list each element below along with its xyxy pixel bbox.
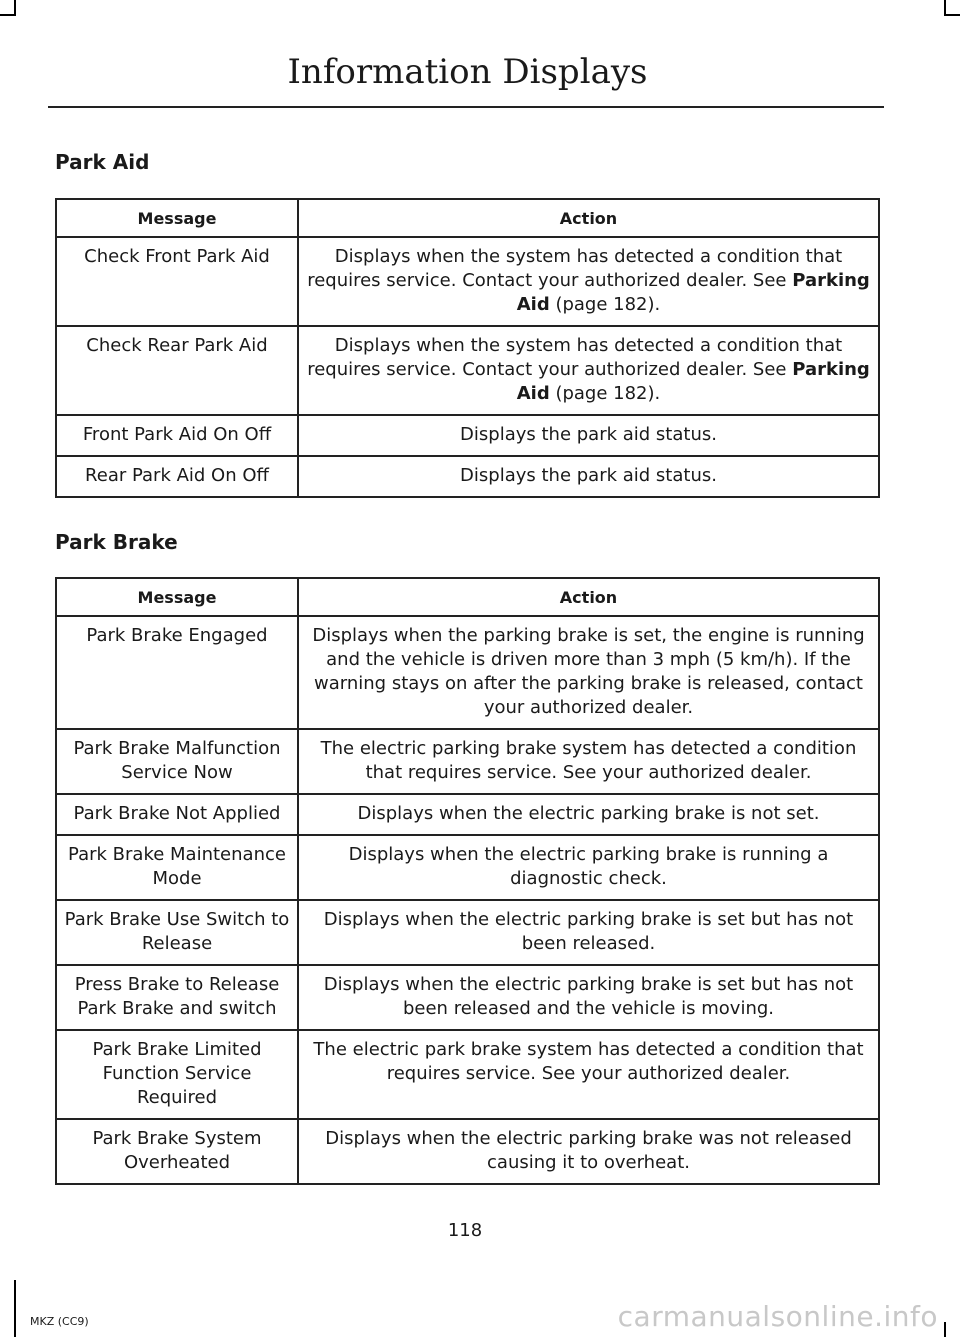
message-cell: Park Brake Malfunction Service Now [56, 729, 298, 794]
table-row [56, 729, 879, 794]
action-text: Displays when the system has detected a condition that requires service. Contact your authorized dealer. See [307, 246, 843, 291]
park-brake-table [55, 577, 880, 1185]
action-cell: Displays the park aid status. [298, 456, 879, 497]
table-row [56, 1030, 879, 1119]
action-cell: Displays when the electric parking brake was not released causing it to overheat. [298, 1119, 879, 1184]
cross-reference-link[interactable]: Parking Aid [516, 359, 870, 404]
action-text-page-ref: (page 182). [549, 383, 661, 404]
action-cell: The electric parking brake system has detected a condition that requires service. See your authorized dealer. [298, 729, 879, 794]
table-row [56, 415, 879, 456]
table-row [56, 900, 879, 965]
table-row [56, 237, 879, 326]
action-cell: Displays when the electric parking brake is set but has not been released. [298, 900, 879, 965]
table-header-row [56, 578, 879, 616]
action-cell [298, 326, 879, 415]
message-cell: Park Brake System Overheated [56, 1119, 298, 1184]
crop-mark [944, 14, 960, 16]
table-row [56, 835, 879, 900]
cross-reference-link[interactable]: Parking Aid [516, 270, 870, 315]
message-cell: Park Brake Maintenance Mode [56, 835, 298, 900]
watermark: carmanualsonline.info [617, 1300, 938, 1333]
action-cell: Displays when the parking brake is set, the engine is running and the vehicle is driven more than 3 mph (5 km/h). If the warning stays on after the parking brake is released, contact your authorized dealer. [298, 616, 879, 729]
header-divider [48, 106, 884, 108]
column-header-message: Message [56, 578, 298, 616]
action-text: Displays when the system has detected a condition that requires service. Contact your authorized dealer. See [307, 335, 843, 380]
page-title: Information Displays [287, 52, 648, 92]
column-header-message: Message [56, 199, 298, 237]
table-row [56, 456, 879, 497]
action-cell [298, 237, 879, 326]
action-cell: The electric park brake system has detected a condition that requires service. See your authorized dealer. [298, 1030, 879, 1119]
action-cell: Displays when the electric parking brake is set but has not been released and the vehicle is moving. [298, 965, 879, 1030]
table-row [56, 794, 879, 835]
message-cell: Park Brake Limited Function Service Required [56, 1030, 298, 1119]
park-aid-table [55, 198, 880, 498]
page-number: 118 [447, 1220, 483, 1241]
table-row [56, 965, 879, 1030]
action-cell: Displays when the electric parking brake is running a diagnostic check. [298, 835, 879, 900]
crop-mark [944, 1322, 946, 1337]
action-cell: Displays when the electric parking brake is not set. [298, 794, 879, 835]
section-title-park-brake: Park Brake [55, 530, 178, 554]
crop-mark [14, 1280, 16, 1337]
column-header-action: Action [298, 578, 879, 616]
table-row [56, 1119, 879, 1184]
message-cell: Check Rear Park Aid [56, 326, 298, 415]
action-cell: Displays the park aid status. [298, 415, 879, 456]
message-cell: Check Front Park Aid [56, 237, 298, 326]
table-header-row [56, 199, 879, 237]
action-text-page-ref: (page 182). [549, 294, 661, 315]
message-cell: Front Park Aid On Off [56, 415, 298, 456]
table-row [56, 616, 879, 729]
section-title-park-aid: Park Aid [55, 150, 150, 174]
column-header-action: Action [298, 199, 879, 237]
message-cell: Park Brake Engaged [56, 616, 298, 729]
message-cell: Park Brake Not Applied [56, 794, 298, 835]
crop-mark [0, 14, 16, 16]
message-cell: Park Brake Use Switch to Release [56, 900, 298, 965]
message-cell: Rear Park Aid On Off [56, 456, 298, 497]
message-cell: Press Brake to Release Park Brake and switch [56, 965, 298, 1030]
table-row [56, 326, 879, 415]
model-code: MKZ (CC9) [30, 1315, 89, 1328]
